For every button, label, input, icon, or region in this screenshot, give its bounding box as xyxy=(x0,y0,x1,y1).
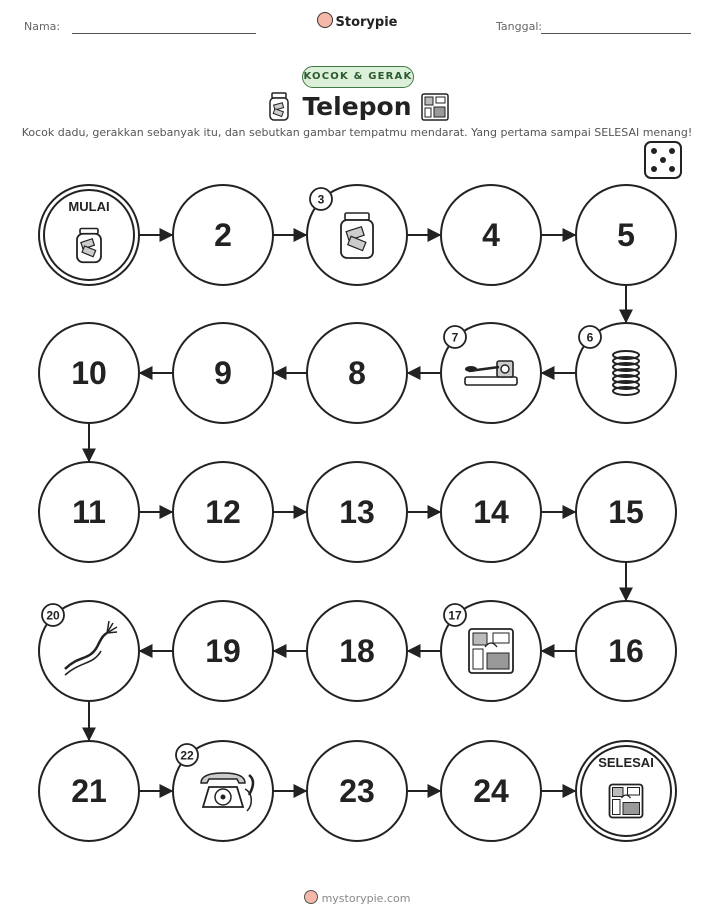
brand-name: Storypie xyxy=(335,15,398,30)
board-space-19 xyxy=(173,601,273,701)
board-space-10 xyxy=(39,323,139,423)
jar-icon xyxy=(77,229,101,263)
space-number: 10 xyxy=(71,355,107,391)
jar-icon xyxy=(341,213,373,258)
board-space-18 xyxy=(307,601,407,701)
space-number-badge xyxy=(579,326,601,348)
switchboard-icon xyxy=(469,629,513,673)
board-space-4 xyxy=(441,185,541,285)
space-number: 21 xyxy=(71,773,107,809)
start-space xyxy=(39,185,139,285)
space-number-badge xyxy=(42,604,64,626)
board-space-21 xyxy=(39,741,139,841)
space-number-badge xyxy=(310,188,332,210)
board-space-2 xyxy=(173,185,273,285)
space-number-badge xyxy=(176,744,198,766)
switchboard-icon xyxy=(610,785,643,818)
board-space-7 xyxy=(441,323,541,423)
space-number: 23 xyxy=(339,773,375,809)
board-space-13 xyxy=(307,462,407,562)
instructions: Kocok dadu, gerakkan sebanyak itu, dan sebutkan gambar tempatmu mendarat. Yang pertama sampai SELESAI menang! xyxy=(21,126,693,139)
space-number: 8 xyxy=(348,355,366,391)
svg-text:20: 20 xyxy=(46,608,60,623)
space-number: 18 xyxy=(339,633,375,669)
board-space-20 xyxy=(39,601,139,701)
start-label: MULAI xyxy=(68,199,110,214)
footer-url: mystorypie.com xyxy=(321,892,411,905)
board-space-11 xyxy=(39,462,139,562)
space-number: 16 xyxy=(608,633,644,669)
finish-space xyxy=(576,741,676,841)
svg-text:3: 3 xyxy=(317,192,325,207)
board-space-14 xyxy=(441,462,541,562)
board-space-9 xyxy=(173,323,273,423)
space-number: 5 xyxy=(617,217,635,253)
space-number-badge xyxy=(444,326,466,348)
board-space-16 xyxy=(576,601,676,701)
board-space-23 xyxy=(307,741,407,841)
storypie-face-icon xyxy=(304,890,318,904)
board-space-3 xyxy=(307,185,407,285)
category-badge: KOCOK & GERAK xyxy=(302,66,414,88)
footer xyxy=(0,890,714,905)
space-number: 12 xyxy=(205,494,241,530)
board-space-22 xyxy=(173,741,273,841)
space-number: 4 xyxy=(482,217,500,253)
board-space-6 xyxy=(576,323,676,423)
board-space-5 xyxy=(576,185,676,285)
space-number: 13 xyxy=(339,494,375,530)
svg-text:22: 22 xyxy=(180,748,194,763)
board-space-17 xyxy=(441,601,541,701)
board-space-8 xyxy=(307,323,407,423)
space-number: 19 xyxy=(205,633,241,669)
finish-label: SELESAI xyxy=(598,755,654,770)
date-label: Tanggal: xyxy=(496,20,543,33)
space-number: 11 xyxy=(72,494,106,530)
svg-text:6: 6 xyxy=(586,330,594,345)
space-number: 24 xyxy=(473,773,509,809)
space-number: 15 xyxy=(608,494,644,530)
svg-text:17: 17 xyxy=(448,608,462,623)
board-space-15 xyxy=(576,462,676,562)
space-number-badge xyxy=(444,604,466,626)
space-number: 14 xyxy=(473,494,509,530)
svg-text:7: 7 xyxy=(451,330,459,345)
space-number: 2 xyxy=(214,217,232,253)
space-number: 9 xyxy=(214,355,232,391)
board-space-12 xyxy=(173,462,273,562)
board-space-24 xyxy=(441,741,541,841)
page-title: Telepon xyxy=(302,92,412,121)
name-label: Nama: xyxy=(24,20,61,33)
